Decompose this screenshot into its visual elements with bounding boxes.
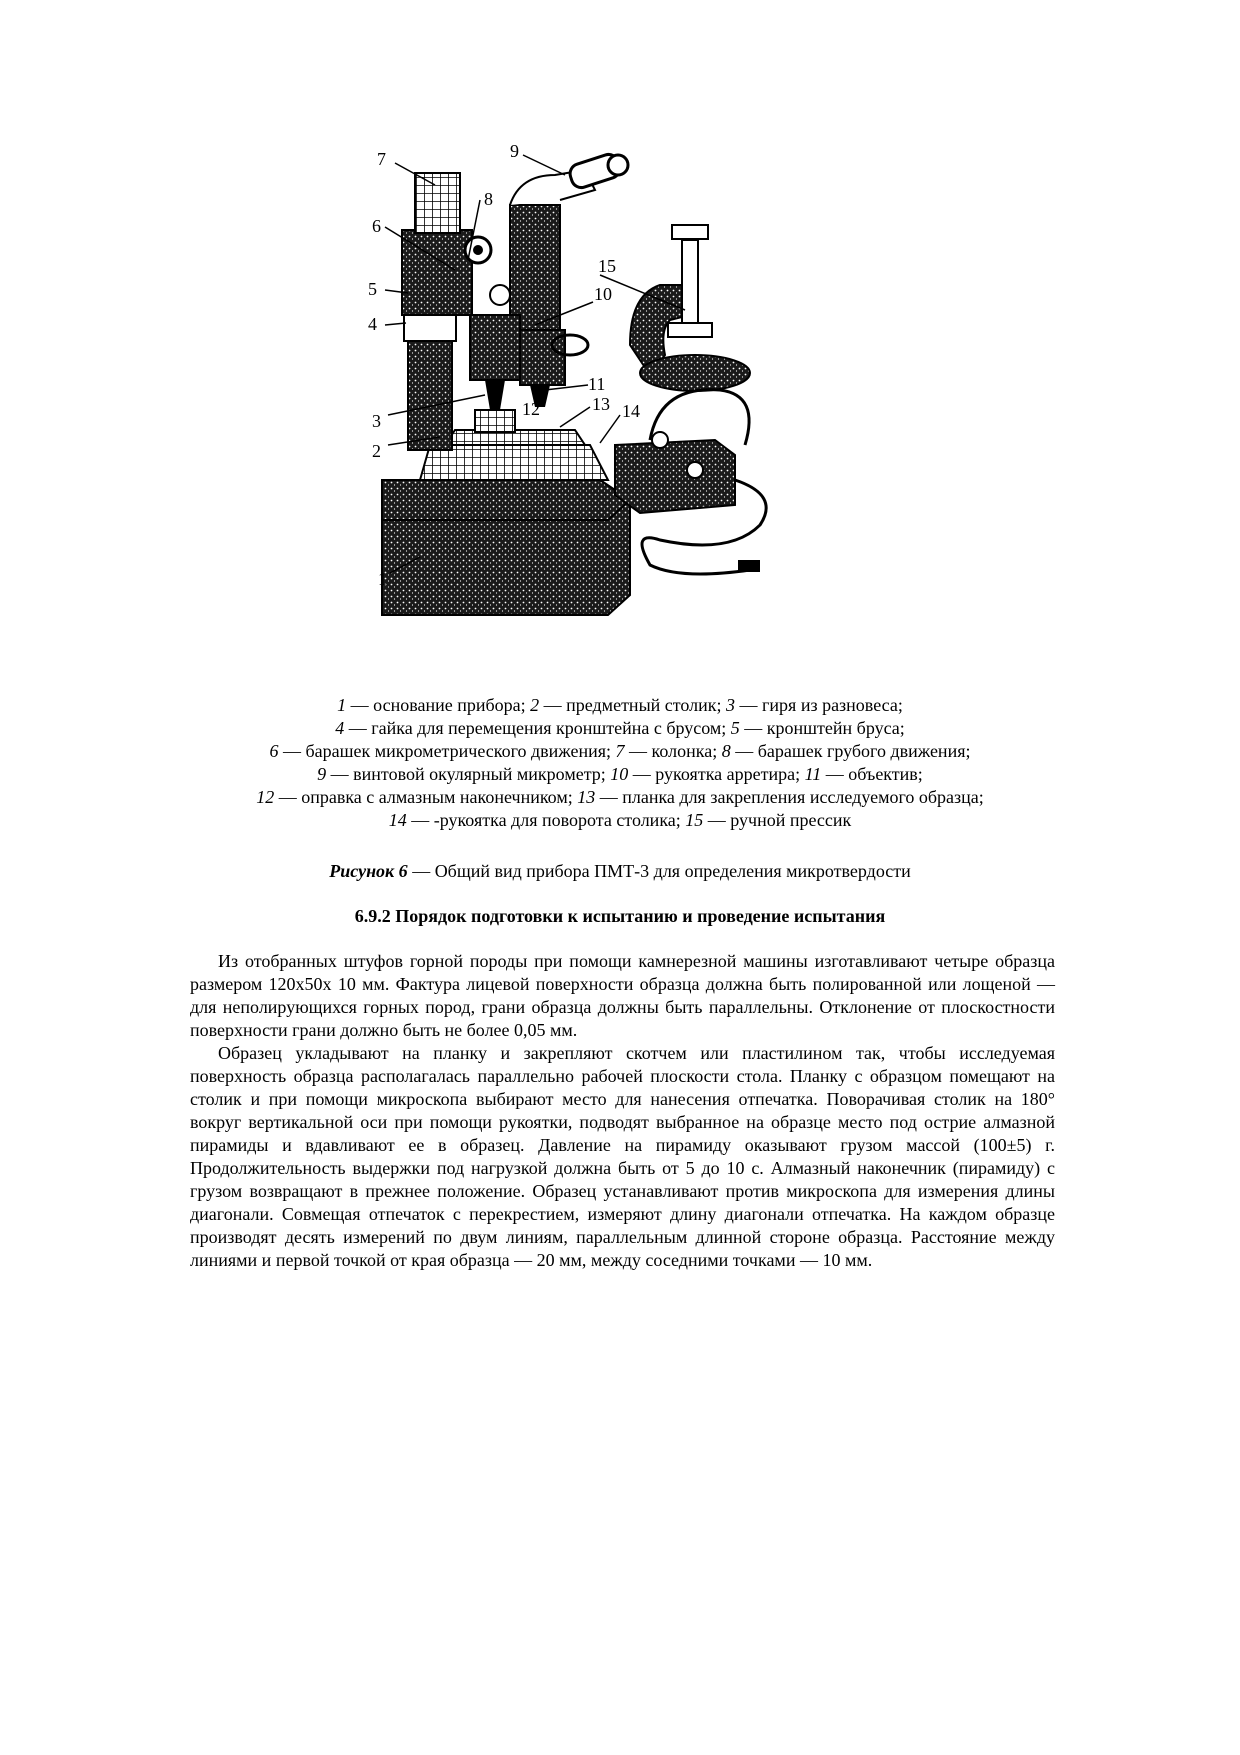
figure-title-text: — Общий вид прибора ПМТ-3 для определения микротвердости [407,861,911,881]
callout-7: 7 [377,149,386,169]
callout-9: 9 [510,145,519,161]
section-heading: 6.9.2 Порядок подготовки к испытанию и проведение испытания [354,906,886,926]
legend-line: 4 — гайка для перемещения кронштейна с брусом; 5 — кронштейн бруса; [335,718,905,738]
callout-13: 13 [592,394,610,414]
callout-15: 15 [598,256,616,276]
legend-line: 12 — оправка с алмазным наконечником; 13 — планка для закрепления исследуемого образца; [256,787,984,807]
body-text [190,950,1055,1272]
callout-12: 12 [522,399,540,419]
callout-8: 8 [484,189,493,209]
column [408,340,452,450]
pmt3-device-drawing [360,145,880,665]
callout-2: 2 [372,441,381,461]
figure-pmt3-illustration [360,145,880,665]
callout-3: 3 [372,411,381,431]
figure-title [190,860,1050,883]
legend-line: 9 — винтовой окулярный микрометр; 10 — рукоятка арретира; 11 — объектив; [317,764,923,784]
callout-5: 5 [368,279,377,299]
figure-legend [190,694,1050,832]
callout-14: 14 [622,401,640,421]
paragraph: Из отобранных штуфов горной породы при помощи камнерезной машины изготавливают четыре образца размером 120х50х 10 мм. Фактура лицевой поверхности образца должна быть полированной или лощеной — для неполирующихся горных пород, грани образца должны быть параллельны. Отклонение от плоскостности поверхности грани должно быть не более 0,05 мм. [190,951,1055,1040]
legend-line: 6 — барашек микрометрического движения; 7 — колонка; 8 — барашек грубого движения; [269,741,971,761]
callout-11: 11 [588,374,606,394]
base [382,480,630,615]
callout-10: 10 [594,284,612,304]
figure-label: Рисунок 6 [329,861,408,881]
legend-line: 14 — -рукоятка для поворота столика; 15 — ручной прессик [388,810,852,830]
callout-4: 4 [368,314,377,334]
callout-6: 6 [372,216,381,236]
legend-line: 1 — основание прибора; 2 — предметный столик; 3 — гиря из разновеса; [337,695,903,715]
bracket [402,230,472,315]
callout-1: 1 [378,569,387,589]
paragraph: Образец укладывают на планку и закрепляют скотчем или пластилином так, чтобы исследуемая поверхность образца располагалась параллельно рабочей плоскости стола. Планку с образцом помещают на столик и при помощи микроскопа выбирают место для нанесения отпечатка. Поворачивая столик на 180° вокруг вертикальной оси при помощи рукоятки, подводят выбранное на образце место под острие алмазной пирамиды и вдавливают ее в образец. Давление на пирамиду оказывают грузом массой (100±5) г. Продолжительность выдержки под нагрузкой должна быть от 5 до 10 с. Алмазный наконечник (пирамиду) с грузом возвращают в прежнее положение. Образец устанавливают против микроскопа для измерения длины диагонали. Совмещая отпечаток с перекрестием, измеряют длину диагонали отпечатка. На каждом образце производят десять измерений по двум линиям, параллельным длинной стороне образца. Расстояние между линиями и первой точкой от края образца — 20 мм, между соседними точками — 10 мм. [190,1043,1055,1270]
control-box [615,440,735,513]
